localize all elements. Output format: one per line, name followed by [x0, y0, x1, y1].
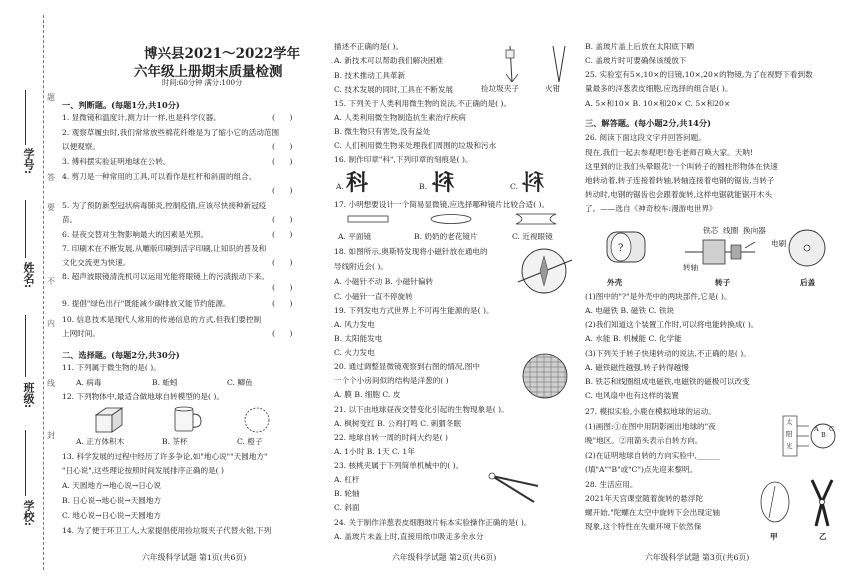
question-text: 苗。: [62, 215, 78, 224]
option[interactable]: C. 小磁针一直不停旋转: [334, 292, 413, 301]
question-text: 1. 显微镜和温度计,测力计一样,也是科学仪器。: [62, 113, 221, 122]
compass-wire-figure: [514, 244, 574, 298]
orange-icon: [242, 405, 272, 435]
option[interactable]: A. 膜 B. 细胞 C. 皮: [334, 390, 401, 399]
question-text: "日心说",这些理论按照时间发展排序正确的是( ): [62, 466, 225, 475]
question-text: (3)下列关于转子快速转动的说法,不正确的是( )。: [585, 349, 751, 358]
option[interactable]: B. 蚯蚓: [152, 378, 178, 387]
option[interactable]: B. 技术推动工具革新: [334, 71, 406, 80]
seal-char-mirrored: 科: [432, 170, 455, 196]
question-text: 13. 科学发展的过程中经历了许多争论,如"地心说""天圆地方": [62, 452, 268, 461]
figure-label: 转轴: [683, 263, 699, 272]
option[interactable]: A. 水能 B. 机械能 C. 化学能: [585, 334, 682, 343]
option[interactable]: C. 技术发展的同时,工具在不断发展: [334, 85, 454, 94]
question-text: 5. 为了预防新型冠状病毒肺炎,控制疫情,应该尽快接种新冠疫: [62, 201, 267, 210]
seal-line: [43, 15, 44, 570]
option[interactable]: C.: [510, 182, 518, 191]
page-footer: 六年级科学试题 第3页(共6页): [645, 553, 750, 562]
option[interactable]: A. 天圆地方→地心说→日心说: [62, 481, 161, 490]
question-text: 晚"地区。②用箭头表示自转方向。: [585, 436, 703, 445]
page-2: [334, 0, 580, 585]
question-text: 文化交流更为快速。: [62, 258, 131, 267]
seal-char: 要: [47, 203, 55, 212]
convex-lens-icon: [429, 212, 474, 226]
option[interactable]: B.: [419, 182, 427, 191]
option[interactable]: C. 橙子: [237, 437, 263, 446]
question-text: 26. 阅读下面这段文字并回答问题。: [585, 133, 706, 142]
answer-blank[interactable]: ( ): [272, 283, 293, 292]
seal-char: 封: [47, 431, 55, 440]
point-label: A: [814, 425, 819, 433]
question-text: 3. 傅科摆实验证明地球在公转。: [62, 157, 171, 166]
question-text: 27. 模拟实验,小鹿在模拟地球的运动。: [585, 407, 716, 416]
option[interactable]: C. 斜面: [334, 503, 360, 512]
figure-label: 换向器: [743, 226, 766, 235]
option[interactable]: C. 鲫鱼: [227, 378, 253, 387]
question-text: 22. 地球自转一周的时间大约是( ): [334, 433, 448, 442]
option[interactable]: C. 盖玻片时可要确保该缓放下: [585, 56, 687, 65]
option[interactable]: A. 电磁铁 B. 磁铁 C. 铁块: [585, 306, 675, 315]
option[interactable]: A. 风力发电: [334, 320, 375, 329]
exam-title-line2: 六年级上册期末质量检测: [134, 64, 283, 80]
exam-time-score: 时间:60分钟 满分:100分: [162, 78, 243, 87]
option[interactable]: C. 地心说→日心说→天圆地方: [62, 511, 162, 520]
name-label: 姓名:: [22, 262, 35, 289]
figure-label: 线圈: [723, 226, 739, 235]
question-text: 21. 以下由地球昼夜交替变化引起的生物现象是( )。: [334, 405, 509, 414]
option[interactable]: A. 病毒: [76, 378, 102, 387]
seal-char: 题: [47, 93, 55, 102]
option[interactable]: A. 5×和10× B. 10×和20× C. 5×和20×: [585, 99, 731, 108]
seal-char-mirrored-outline: 科: [522, 171, 545, 196]
figure-label: 后盖: [800, 278, 816, 287]
question-text: 25. 实验室有5×,10×的目镜,10×,20×的物镜,为了在视野下看到数: [585, 70, 813, 79]
cube-icon: [92, 405, 126, 435]
question-text: 11. 下列属于微生物的是( )。: [62, 363, 161, 372]
question-text: 12. 下列物体中,最适合做地球自转模型的是( )。: [62, 392, 224, 401]
option[interactable]: B. 日心说→地心说→天圆地方: [62, 496, 162, 505]
option[interactable]: A. 小磁针不动 B. 小磁针偏转: [334, 277, 434, 286]
option[interactable]: A. 平面镜: [338, 232, 372, 241]
question-text: (填"A""B"或"C")点先迎来黎明。: [585, 465, 698, 474]
figure-label: 光: [786, 442, 793, 450]
option[interactable]: B. 盖玻片盖上后放在太阳底下晒: [585, 42, 695, 51]
question-text: (2)我们知道这个装置工作时,可以将电能转换成( )。: [585, 320, 759, 329]
student-id-label: 学号:: [22, 148, 35, 175]
option[interactable]: A. 人类利用微生物制造抗生素治疗疾病: [334, 113, 466, 122]
answer-blank[interactable]: ( ): [272, 215, 293, 224]
pliers-figure: [800, 476, 844, 530]
option[interactable]: A. 盖玻片未盖上时,直接用纸巾吸走多余水分: [334, 532, 484, 541]
page-footer: 六年级科学试题 第1页(共6页): [142, 553, 247, 562]
question-text: 2. 观察草履虫时,我们常常放些棉花纤维是为了缩小它的活动范围: [62, 128, 280, 137]
question-text: 8. 超声波眼镜清洗机可以运用光能将眼镜上的污渍振动下来。: [62, 272, 270, 281]
seal-char: 不: [47, 277, 55, 286]
cup-icon: [170, 405, 204, 435]
question-text: 一个个小房间似的结构是洋葱的( ): [334, 376, 449, 385]
figure-label: 甲: [770, 532, 778, 541]
seal-char-normal: 科: [346, 170, 369, 196]
seal-char: 答: [47, 173, 55, 182]
fire-tongs-icon: [539, 44, 577, 86]
point-label: B: [821, 431, 826, 439]
class-label: 班级:: [22, 382, 35, 409]
option[interactable]: A. 杠杆: [334, 475, 360, 484]
school-field[interactable]: [25, 430, 26, 496]
seal-char: 内: [47, 319, 55, 328]
student-id-field[interactable]: [25, 90, 26, 145]
section-heading: 二、选择题。(每题2分,共30分): [62, 350, 180, 360]
question-text: 9. 提倡"绿色出行"既能减少碳排放又能节约能源。: [62, 299, 231, 308]
option[interactable]: A. 新技术可以帮助我们解决困难: [334, 56, 444, 65]
figure-label: 铁芯: [703, 226, 719, 235]
svg-text:?: ?: [618, 243, 624, 254]
answer-blank[interactable]: ( ): [272, 299, 293, 308]
question-text: (2)在证明地球自转的方向实验中,______: [585, 451, 720, 460]
question-text: 7. 印刷术在不断发展,从雕版印刷到活字印刷,让知识的普及和: [62, 244, 267, 253]
figure-label: 转子: [715, 278, 731, 287]
passage-text: 螺开始,"陀螺在太空中旋转下会出现定轴: [585, 508, 720, 517]
question-text: 16. 制作印章"科",下列印章的刻痕是( )。: [334, 155, 473, 164]
exam-title-line1: 博兴县2021～2022学年: [144, 46, 301, 62]
spinning-top-figure: [755, 478, 795, 530]
answer-blank[interactable]: ( ): [272, 329, 293, 338]
figure-label: 阳: [786, 430, 793, 438]
figure-label: 太: [786, 418, 793, 426]
answer-blank[interactable]: ( ): [272, 258, 293, 267]
onion-cells-figure: [516, 352, 574, 400]
option[interactable]: B. 茶杯: [162, 437, 188, 446]
option[interactable]: C. 近视眼镜: [512, 232, 553, 241]
page-3: [585, 0, 855, 585]
option[interactable]: C. 电风扇中也有这样的装置: [585, 391, 679, 400]
figure-label: 捡垃圾夹子: [481, 84, 519, 93]
school-label: 学校:: [22, 500, 35, 527]
question-text: 导线附近会( )。: [334, 262, 388, 271]
answer-blank[interactable]: ( ): [272, 113, 293, 122]
answer-blank[interactable]: ( ): [272, 142, 293, 151]
option[interactable]: B. 奶奶的老花镜片: [414, 232, 478, 241]
question-text: 17. 小明想要设计一个简易显微镜,应选择哪种镜片比较合适( )。: [334, 200, 550, 209]
question-text: 23. 核桃夹属于下列简单机械中的( )。: [334, 461, 464, 470]
question-text: 上网时间。: [62, 329, 100, 338]
flat-lens-icon: [346, 212, 391, 226]
option[interactable]: A. 枫树变红 B. 公鸡打鸣 C. 刺猬冬眠: [334, 419, 462, 428]
passage-text: 地转动着,转子连接着转轴,转轴连接着电钢的锯齿,当转子: [585, 176, 775, 185]
option[interactable]: A. 1小时 B. 1天 C. 1年: [334, 447, 415, 456]
binding-margin: [0, 0, 62, 585]
question-text: 20. 通过调整显微镜观察到右图的情况,图中: [334, 362, 480, 371]
point-label: C: [829, 425, 834, 433]
question-text: 以便观察。: [62, 142, 100, 151]
passage-text: 了。——选自《神奇校车:漫游电世界》: [585, 204, 717, 213]
question-text: 4. 剪刀是一种常用的工具,可以看作是杠杆和斜面的组合。: [62, 172, 257, 181]
figure-label: 外壳: [607, 278, 623, 287]
passage-text: 这里到的让我们头晕眼花!一个叫转子的圆柱形物体在快速: [585, 162, 778, 171]
passage-text: 转动时,电钢的锯齿也会跟着旋转,这样电锯就能锯开木头: [585, 190, 773, 199]
question-text: 18. 如图所示,奥斯特发现将小磁针放在通电的: [334, 247, 488, 256]
option[interactable]: B. 太阳能发电: [334, 334, 383, 343]
question-text: 28. 生活应用。: [585, 480, 638, 489]
passage-text: 2021年天宫课堂随着旋转的悬浮陀: [585, 494, 704, 503]
question-text: 6. 昼夜交替对生物影响最大的因素是光照。: [62, 230, 209, 239]
question-text: 15. 下列关于人类利用微生物的说法,不正确的是( )。: [334, 99, 512, 108]
page-footer: 六年级科学试题 第2页(共6页): [392, 553, 497, 562]
section-heading: 一、判断题。(每题1分,共10分): [62, 100, 180, 110]
question-text: 19. 下列发电方式世界上不可再生能源的是( )。: [334, 306, 494, 315]
section-heading: 三、解答题。(每小题2分,共14分): [585, 118, 711, 128]
question-text: 24. 关于制作洋葱表皮细胞玻片标本实验操作正确的是( )。: [334, 518, 532, 527]
answer-blank[interactable]: ( ): [272, 186, 293, 195]
figure-label: 乙: [819, 532, 827, 541]
seal-char: 线: [47, 379, 55, 388]
option[interactable]: B. 铁芯和线圈组成电磁铁,电磁铁的磁极可以改变: [585, 377, 750, 386]
litter-picker-icon: [492, 44, 532, 86]
question-text: 量最多的洋葱表皮细胞,应选择的组合是( )。: [585, 84, 733, 93]
option[interactable]: A. 磁铁磁性越强,转子转得越慢: [585, 363, 689, 372]
class-field[interactable]: [25, 315, 26, 377]
option[interactable]: C. 火力发电: [334, 348, 375, 357]
passage-text: 现在,我们一起去参观吧!卷毛老师召唤大家。天呐!: [585, 148, 753, 157]
concave-lens-icon: [514, 212, 559, 226]
answer-blank[interactable]: ( ): [272, 157, 293, 166]
question-text: 10. 信息技术是现代人常用的传递信息的方式,但我们要控制: [62, 315, 262, 324]
question-text: (1)图中的"?"是外壳中的两块部件,它是( )。: [585, 292, 732, 301]
passage-text: 现象,这个特性在失重环境下依然保: [585, 522, 702, 531]
question-text: (1)画图:①在图中用阴影画出地球的"夜: [585, 422, 716, 431]
option[interactable]: A.: [336, 182, 344, 191]
answer-blank[interactable]: ( ): [272, 230, 293, 239]
option[interactable]: A. 正方体积木: [76, 437, 125, 446]
name-field[interactable]: [25, 200, 26, 258]
figure-label: 电刷: [771, 239, 787, 248]
option[interactable]: B. 轮轴: [334, 489, 360, 498]
figure-label: 火钳: [545, 84, 561, 93]
page-1: [62, 0, 320, 585]
question-text: 14. 为了便于环卫工人,大家提倡使用捡垃圾夹子代替火钳,下列: [62, 526, 272, 535]
option[interactable]: C. 人们利用微生物来处理我们周围的垃圾和污水: [334, 141, 497, 150]
question-text: 描述不正确的是( )。: [334, 42, 404, 51]
nutcracker-icon: [484, 468, 544, 508]
option[interactable]: B. 微生物只有害处,没有益处: [334, 127, 431, 136]
